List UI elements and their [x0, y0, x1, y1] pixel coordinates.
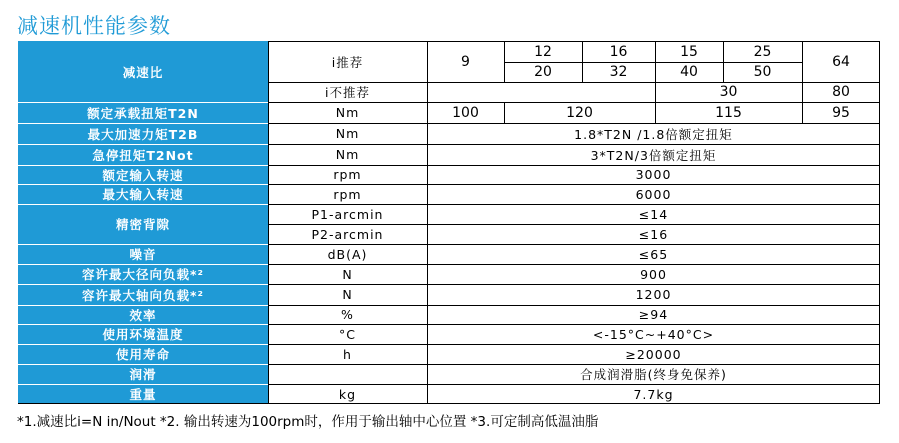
label-divider [18, 165, 268, 166]
rated-torque-120: 120 [504, 102, 655, 123]
row-label-ambient-temp: 使用环境温度 [18, 324, 268, 344]
grid-line [268, 284, 880, 285]
label-divider [18, 204, 268, 205]
grid-line [504, 41, 505, 82]
unit-efficiency: % [268, 305, 427, 324]
row-label-max-input-speed: 最大输入转速 [18, 184, 268, 204]
label-divider [18, 344, 268, 345]
ratio-value-25: 25 [723, 41, 802, 62]
rated-torque-115: 115 [655, 102, 802, 123]
ratio-value-12: 12 [504, 41, 582, 62]
value-weight: 7.7kg [427, 384, 880, 404]
value-backlash-p1: ≤14 [427, 204, 880, 224]
value-max-input-speed: 6000 [427, 184, 880, 204]
grid-line [268, 41, 269, 404]
row-label-emergency-torque: 急停扭矩T2Not [18, 144, 268, 165]
grid-line [268, 305, 880, 306]
ratio-value-64: 64 [802, 41, 880, 82]
unit-ambient-temp: °C [268, 324, 427, 344]
grid-line [268, 41, 880, 42]
grid-line [655, 41, 656, 123]
unit-noise: dB(A) [268, 244, 427, 264]
row-label-rated-input-speed: 额定输入转速 [18, 165, 268, 184]
value-rated-input-speed: 3000 [427, 165, 880, 184]
value-lubrication: 合成润滑脂(终身免保养) [427, 364, 880, 384]
label-divider [18, 244, 268, 245]
rated-torque-95: 95 [802, 102, 880, 123]
rated-torque-100: 100 [427, 102, 504, 123]
ratio-not-recommended-label: i不推荐 [268, 82, 427, 102]
unit-weight: kg [268, 384, 427, 404]
unit-max-accel-torque: Nm [268, 123, 427, 144]
value-service-life: ≥20000 [427, 344, 880, 364]
label-divider [18, 102, 268, 103]
ratio-label: 减速比 [18, 41, 268, 102]
label-divider [18, 324, 268, 325]
grid-line [268, 123, 880, 124]
label-divider [18, 284, 268, 285]
ratio-not-recommended-30: 30 [655, 82, 802, 102]
label-divider [18, 264, 268, 265]
label-divider [18, 123, 268, 124]
ratio-value-32: 32 [582, 62, 655, 82]
value-emergency-torque: 3*T2N/3倍额定扭矩 [427, 144, 880, 165]
label-divider [18, 305, 268, 306]
row-label-backlash: 精密背隙 [18, 204, 268, 244]
performance-table [18, 41, 880, 404]
ratio-value-50: 50 [723, 62, 802, 82]
value-axial-load: 1200 [427, 284, 880, 305]
grid-line [268, 324, 880, 325]
row-label-service-life: 使用寿命 [18, 344, 268, 364]
row-label-lubrication: 润滑 [18, 364, 268, 384]
grid-line [427, 41, 428, 404]
unit-emergency-torque: Nm [268, 144, 427, 165]
row-label-radial-load: 容许最大径向负载*² [18, 264, 268, 284]
grid-line [268, 184, 880, 185]
row-label-weight: 重量 [18, 384, 268, 404]
grid-line [723, 41, 724, 82]
unit-backlash-p1: P1-arcmin [268, 204, 427, 224]
grid-line [802, 41, 803, 123]
unit-service-life: h [268, 344, 427, 364]
grid-line [268, 244, 880, 245]
grid-line [268, 384, 880, 385]
ratio-value-40: 40 [655, 62, 723, 82]
unit-lubrication [268, 364, 427, 384]
value-backlash-p2: ≤16 [427, 224, 880, 244]
grid-line [268, 204, 880, 205]
unit-rated-input-speed: rpm [268, 165, 427, 184]
value-noise: ≤65 [427, 244, 880, 264]
grid-line [268, 224, 880, 225]
unit-radial-load: N [268, 264, 427, 284]
footnote: *1.减速比i=N in/Nout *2. 输出转速为100rpm时，作用于输出轴中心位置 *3.可定制高低温油脂 [17, 414, 599, 430]
ratio-value-16: 16 [582, 41, 655, 62]
grid-line [879, 41, 880, 404]
unit-max-input-speed: rpm [268, 184, 427, 204]
row-label-rated-torque: 额定承载扭矩T2N [18, 102, 268, 123]
label-divider [18, 384, 268, 385]
label-divider [18, 184, 268, 185]
grid-line [504, 102, 505, 123]
ratio-value-15: 15 [655, 41, 723, 62]
value-max-accel-torque: 1.8*T2N /1.8倍额定扭矩 [427, 123, 880, 144]
value-efficiency: ≥94 [427, 305, 880, 324]
value-radial-load: 900 [427, 264, 880, 284]
ratio-value-9: 9 [427, 41, 504, 82]
value-ambient-temp: <-15°C~+40°C> [427, 324, 880, 344]
ratio-recommended-label: i推荐 [268, 41, 427, 82]
grid-line [582, 41, 583, 82]
grid-line [268, 102, 880, 103]
grid-line [504, 62, 802, 63]
row-label-axial-load: 容许最大轴向负载*² [18, 284, 268, 305]
grid-line [268, 264, 880, 265]
unit-backlash-p2: P2-arcmin [268, 224, 427, 244]
grid-line [268, 144, 880, 145]
grid-line [268, 165, 880, 166]
unit-axial-load: N [268, 284, 427, 305]
row-label-efficiency: 效率 [18, 305, 268, 324]
row-label-max-accel-torque: 最大加速力矩T2B [18, 123, 268, 144]
grid-line [268, 364, 880, 365]
grid-line [268, 344, 880, 345]
grid-line [18, 403, 880, 404]
grid-line [268, 82, 880, 83]
label-divider [18, 144, 268, 145]
label-divider [18, 364, 268, 365]
unit-rated-torque: Nm [268, 102, 427, 123]
ratio-not-recommended-80: 80 [802, 82, 880, 102]
ratio-value-20: 20 [504, 62, 582, 82]
page-title: 减速机性能参数 [17, 14, 171, 38]
row-label-noise: 噪音 [18, 244, 268, 264]
